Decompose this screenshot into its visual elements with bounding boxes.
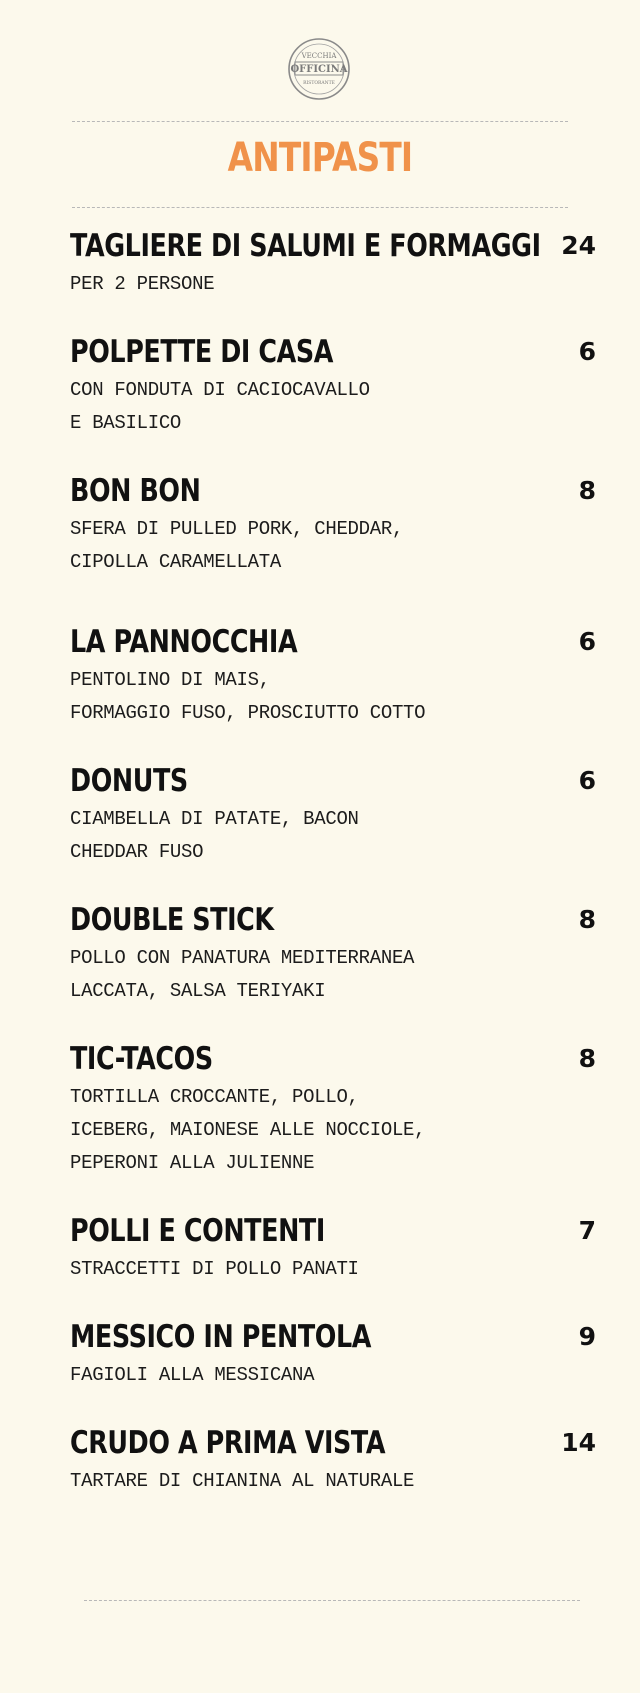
item-description <box>70 803 596 869</box>
item-name: MESSICO IN PENTOLA <box>70 1319 372 1355</box>
item-description-line: CIAMBELLA DI PATATE, BACON <box>70 808 359 830</box>
menu-item <box>70 622 596 730</box>
item-description <box>70 1359 596 1392</box>
item-name: CRUDO A PRIMA VISTA <box>70 1425 386 1461</box>
item-description-line: PENTOLINO DI MAIS, <box>70 669 270 691</box>
vecchia-officina-logo <box>286 36 352 102</box>
item-description-line: STRACCETTI DI POLLO PANATI <box>70 1258 359 1280</box>
item-description-line: PEPERONI ALLA JULIENNE <box>70 1152 315 1174</box>
logo-seal-icon <box>286 36 352 102</box>
item-name: DONUTS <box>70 763 188 799</box>
item-price: 7 <box>578 1216 596 1245</box>
item-description <box>70 268 596 301</box>
menu-item <box>70 1211 596 1286</box>
menu-item <box>70 1039 596 1180</box>
item-price: 24 <box>561 231 596 260</box>
item-price: 6 <box>578 337 596 366</box>
item-price: 8 <box>578 1044 596 1073</box>
item-name: BON BON <box>70 473 201 509</box>
item-description <box>70 1081 596 1180</box>
item-description-line: E BASILICO <box>70 412 182 434</box>
title-divider <box>72 207 568 208</box>
item-name: TIC-TACOS <box>70 1041 213 1077</box>
section-title: ANTIPASTI <box>227 135 413 181</box>
bottom-divider <box>84 1600 580 1601</box>
item-name: DOUBLE STICK <box>70 902 274 938</box>
item-description-line: POLLO CON PANATURA MEDITERRANEA <box>70 947 415 969</box>
menu-item <box>70 1317 596 1392</box>
item-price: 6 <box>578 766 596 795</box>
item-description-line: CON FONDUTA DI CACIOCAVALLO <box>70 379 370 401</box>
menu-item <box>70 1423 596 1498</box>
item-price: 8 <box>578 905 596 934</box>
item-price: 6 <box>578 627 596 656</box>
item-description-line: SFERA DI PULLED PORK, CHEDDAR, <box>70 518 404 540</box>
item-description <box>70 513 596 579</box>
item-description-line: LACCATA, SALSA TERIYAKI <box>70 980 326 1002</box>
item-description-line: FAGIOLI ALLA MESSICANA <box>70 1364 315 1386</box>
menu-item <box>70 900 596 1008</box>
menu-item <box>70 226 596 301</box>
item-description <box>70 1253 596 1286</box>
top-divider <box>72 121 568 122</box>
item-description <box>70 942 596 1008</box>
menu-item <box>70 761 596 869</box>
item-price: 8 <box>578 476 596 505</box>
item-description-line: PER 2 PERSONE <box>70 273 215 295</box>
item-description-line: TARTARE DI CHIANINA AL NATURALE <box>70 1470 415 1492</box>
item-name: POLPETTE DI CASA <box>70 334 334 370</box>
item-price: 14 <box>561 1428 596 1457</box>
logo-main-text: OFFICINA <box>290 64 348 75</box>
logo-top-text: VECCHIA <box>301 52 337 60</box>
item-description <box>70 1465 596 1498</box>
item-price: 9 <box>578 1322 596 1351</box>
item-description-line: TORTILLA CROCCANTE, POLLO, <box>70 1086 359 1108</box>
menu-item <box>70 471 596 579</box>
item-description <box>70 374 596 440</box>
item-name: POLLI E CONTENTI <box>70 1213 325 1249</box>
menu-list <box>70 226 596 1498</box>
item-description-line: CHEDDAR FUSO <box>70 841 204 863</box>
logo-bottom-text: RISTORANTE <box>303 81 335 86</box>
item-description-line: ICEBERG, MAIONESE ALLE NOCCIOLE, <box>70 1119 426 1141</box>
item-name: LA PANNOCCHIA <box>70 624 298 660</box>
item-description <box>70 664 596 730</box>
item-description-line: CIPOLLA CARAMELLATA <box>70 551 281 573</box>
item-name: TAGLIERE DI SALUMI E FORMAGGI <box>70 228 541 264</box>
item-description-line: FORMAGGIO FUSO, PROSCIUTTO COTTO <box>70 702 426 724</box>
menu-item <box>70 332 596 440</box>
